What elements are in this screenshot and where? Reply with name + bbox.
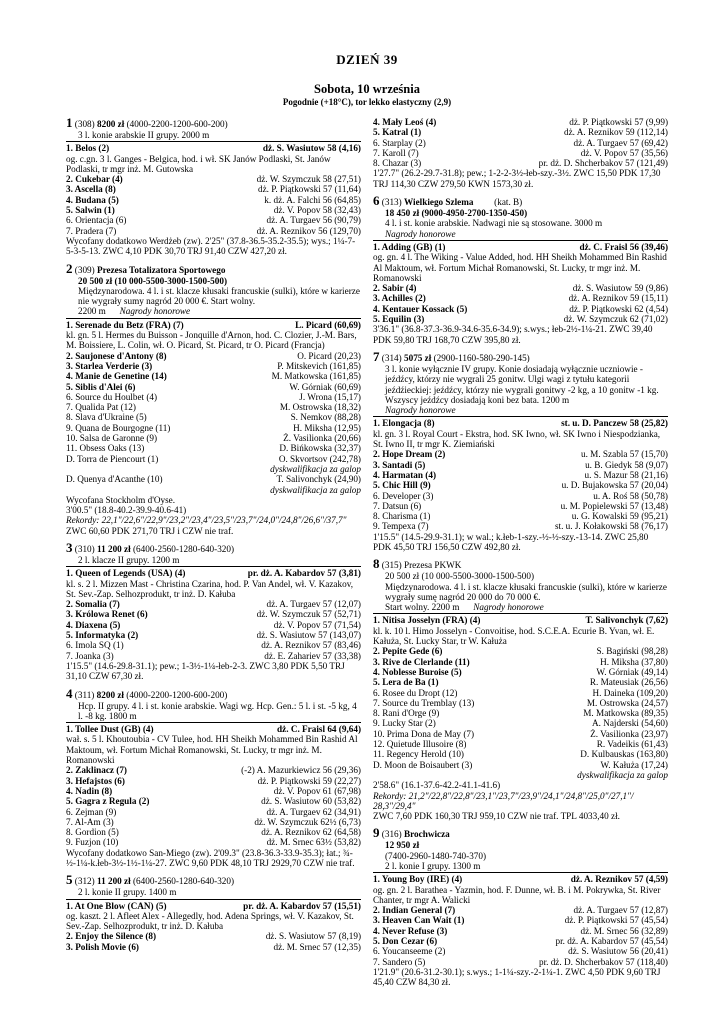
winner-line: 1. Belos (2) dż. S. Wasiutow 58 (4,16) [66, 143, 361, 154]
placing-row: 11. Regency Herold (10) D. Kulbauskas (163,80) [373, 749, 668, 760]
placing-row: 5. Katral (1) dż. A. Reznikov 59 (112,14) [373, 127, 668, 138]
race-conditions: 2 l. konie I grupy. 1300 m [385, 861, 481, 871]
race-title: 1 (308) 8200 zł (4000-2200-1200-600-200) [66, 115, 228, 130]
race-title: 4 (311) 8200 zł (4000-2200-1200-600-200) [66, 685, 228, 701]
placing-row: 3. Rive de Clerlande (11) H. Miksha (37,80) [373, 656, 668, 667]
race-5-continued [373, 117, 668, 189]
placing-row: 7. Pradera (7) dż. A. Reznikov 56 (129,70) [66, 225, 361, 236]
placing-row: 8. Charisma (1) u. G. Kowalski 59 (95,21) [373, 511, 668, 522]
placing-row: 7. Datsun (6) u. M. Popielewski 57 (13,48) [373, 500, 668, 511]
race-conditions: 3 l. konie wyłącznie IV grupy. Konie dosiadają wyłącznie uczniowie - jeźdźcy, którzy nie wygrali 25 gonitw. Ulgi wagi z tytułu kategorii jeźdźieckiej: jeźdźcy, którzy nie wygrali gonitwy -2 kg, a 10 gonitw -1 kg. Wszyscy jeźdźcy dosiadają koni bez bata. 1200 m [385, 363, 659, 405]
winner-info: kl. s. 2 l. Mizzen Mast - Christina Czarina, hod. P. Van Andel, wł. V. Kazakov, St. Sev.-Zap. Selhozprodukt, tr inż. D. Kałuba [66, 578, 353, 599]
placing-row: 5. Salwin (1) dż. V. Popov 58 (32,43) [66, 205, 361, 216]
race-prize-split: (7400-2960-1480-740-370) [385, 850, 487, 861]
placing-row: 8. Chazar (3) pr. dż. D. Shcherbakov 57 (121,49) [373, 158, 668, 169]
race-conditions: 2 l. klacze II grupy. 1200 m [78, 554, 180, 565]
race-title: 8 (315) Prezesa PKWK [373, 556, 462, 572]
placing-row: 4. Manie de Genetine (14) M. Matkowska (161,85) [66, 371, 361, 382]
placing-row: 3. Polish Movie (6) dż. M. Srnec 57 (12,35) [66, 941, 361, 952]
race-6 [373, 195, 668, 345]
placing-row: 2. Saujonese d'Antony (8) O. Picard (20,23) [66, 350, 361, 361]
placing-row: 2. Enjoy the Silence (8) dż. S. Wasiutow 57 (8,19) [66, 931, 361, 942]
winner-info: og. kaszt. 2 l. Afleet Alex - Allegedly, hod. Adena Springs, wł. V. Kazakov, St. Sev.-Zap. Selhozprodukt, tr inż. D. Kałuba [66, 910, 354, 932]
placing-row: 4. Kentauer Kossack (5) dż. P. Piątkowski 62 (4,54) [373, 303, 668, 314]
placing-row: 3. Hefajstos (6) dż. P. Piątkowski 59 (22,27) [66, 775, 361, 786]
placing-row: 5. Gagra z Regula (2) dż. S. Wasiutow 60 (53,82) [66, 796, 361, 807]
winner-line: 1. Young Boy (IRE) (4) dż. A. Reznikov 57 (4,59) [373, 874, 668, 885]
placing-row: 5. Lera de Ba (1) R. Mateusiak (26,56) [373, 677, 668, 688]
race-notes: 1'15.5" (14.6-29.8-31.1); pew.; 1-3½-1¼-łeb-2-3. ZWC 3,80 PDK 5,50 TRJ 31,10 CZW 67,30 zł. [66, 660, 345, 682]
day-heading: DZIEŃ 39 [336, 52, 398, 67]
race-notes: 1'15.5" (14.5-29.9-31.1); w wal.; k.łeb-1-szy.-½-½-szy.-13-14. ZWC 25,80 PDK 45,50 TRJ 156,50 CZW 492,80 zł. [373, 531, 649, 552]
placing-row: 3. Starlea Verderie (3) P. Mitskevich (161,85) [66, 360, 361, 371]
placing-row: 2. Zaklinacz (7) (-2) A. Mazurkiewicz 56 (29,36) [66, 765, 361, 776]
race-conditions: 2 l. konie II grupy. 1400 m [78, 887, 177, 898]
race-distance: 2200 m Nagrody honorowe [78, 306, 191, 317]
winner-line: 1. Elongacja (8) st. u. D. Panczew 58 (25,82) [373, 418, 668, 429]
placing-row: 5. Informatyka (2) dż. S. Wasiutow 57 (143,07) [66, 630, 361, 641]
placing-row: 6. Source du Houlbet (4) J. Wrona (15,17) [66, 391, 361, 402]
race-3 [66, 539, 361, 682]
race-payouts: ZWC 60,60 PDK 271,70 TRJ i CZW nie traf. [66, 525, 234, 536]
race-records: Rekordy: 21,2"/22,8"/22,8"/23,1"/23,7"/23,9"/24,1"/24,8"/25,0"/27,1"/ 28,3"/29,4" [373, 790, 634, 811]
race-notes: Wycofany dodatkowo San-Miego (zw). 2'09.3" (23.8-36.3-33.9-35.3); łat.; ¾-½-1¼-k.łeb-3½-1½-1¼-27. ZWC 9,60 PDK 48,10 TRJ 2929,70 CZW nie traf. [66, 847, 355, 868]
winner-line: 1. Nitisa Josselyn (FRA) (4) T. Salivonchyk (7,62) [373, 615, 668, 626]
race-title: 6 (313) Wielkiego Szlema (kat. B) [373, 193, 523, 209]
winner-line: 1. Serenade du Betz (FRA) (7) L. Picard (60,69) [66, 319, 361, 330]
placing-row: 5. Don Cezar (6) pr. dż. A. Kabardov 57 (45,54) [373, 936, 668, 947]
placing-row: 3. Królowa Renet (6) dż. W. Szymczuk 57 (52,71) [66, 609, 361, 620]
placing-row: 2. Cukebar (4) dż. W. Szymczuk 58 (27,51) [66, 174, 361, 185]
placing-row: 4. Never Refuse (3) dż. M. Srnec 56 (32,89) [373, 925, 668, 936]
placing-row: 3. Ascella (8) dż. P. Piątkowski 57 (11,64) [66, 184, 361, 195]
race-time: 3'00.5" (18.8-40.2-39.9-40.6-41) [66, 505, 187, 516]
race-notes: Wycofany dodatkowo Werdżeb (zw). 2'25" (37.8-36.5-35.2-35.5); wys.; 1¼-7-5-3-5-13. ZWC 4,10 PDK 30,70 TRJ 91,40 CZW 427,20 zł. [66, 235, 356, 257]
placing-row: 10. Salsa de Garonne (9) Ż. Vasilionka (20,66) [66, 433, 361, 444]
placing-row: 2. Pepite Gede (6) S. Bagiński (98,28) [373, 646, 668, 657]
race-records: Rekordy: 22,1"/22,6"/22,9"/23,2"/23,4"/23,5"/23,7"/24,0"/24,8"/26,6"/37,7" [66, 515, 347, 526]
placing-row: 2. Sabir (4) dż. S. Wasiutow 59 (9,86) [373, 283, 668, 294]
race-conditions: Międzynarodowa. 4 l. i st. klacze kłusaki francuskie (sulki), które w karierze nie wygrały sumy nagród 20 000 €. Start wolny. [78, 285, 360, 307]
placing-row: 4. Mały Leoś (4) dż. P. Piątkowski 57 (9,99) [373, 117, 668, 127]
right-column [373, 117, 668, 994]
winner-info: og. gn. 4 l. The Wiking - Value Added, hod. HH Sheikh Mohammed Bin Rashid Al Maktoum, wł. Fortum Michał Romanowski, St. Lucky, tr mgr inż. M. Romanowski [373, 252, 667, 283]
race-prize: 20 500 zł (10 000-5500-3000-1500-500) [385, 571, 535, 582]
placing-row: 4. Nadin (8) dż. V. Popov 61 (67,98) [66, 785, 361, 796]
winner-info: og. c.gn. 3 l. Ganges - Belgica, hod. i wł. SK Janów Podlaski, St. Janów Podlaski, tr mgr inż. M. Gutowska [66, 153, 331, 174]
disqualification-note: dyskwalifikacja za galop [577, 769, 668, 780]
honor-prizes: Nagrody honorowe [385, 405, 456, 416]
winner-info: og. gn. 2 l. Barathea - Yazmin, hod. F. Dunne, wł. B. i M. Pokrywka, St. River Chanter, tr mgr A. Walicki [373, 884, 661, 905]
race-prize: 12 950 zł [385, 840, 420, 851]
placing-row: 5. Equilin (3) dż. W. Szymczuk 62 (71,02) [373, 314, 668, 325]
race-notes: 3'36.1" (36.8-37.3-36.9-34.6-35.6-34.9); s.wys.; łeb-2½-1¼-21. ZWC 39,40 PDK 59,80 TRJ 168,70 CZW 395,80 zł. [373, 324, 653, 345]
race-notes: 1'21.9" (20.6-31.2-30.1); s.wys.; 1-1¼-szy.-2-1¼-1. ZWC 4,50 PDK 9,60 TRJ 45,40 CZW 84,30 zł. [373, 966, 661, 988]
placing-row: 11. Obsess Oaks (13) D. Bińkowska (32,37) [66, 443, 361, 454]
race-title: 5 (312) 11 200 zł (6400-2560-1280-640-320) [66, 872, 235, 888]
placing-row: 10. Prima Dona de May (7) Ż. Vasilionka (23,97) [373, 728, 668, 739]
placing-row: 6. Rosee du Dropt (12) H. Daineka (109,20) [373, 687, 668, 698]
placing-row: 12. Quietude Illusoire (8) R. Vadeikis (61,43) [373, 739, 668, 750]
placing-row: 2. Indian General (7) dż. A. Turgaev 57 (12,87) [373, 905, 668, 916]
placing-row: 7. Source du Tremblay (13) M. Ostrowska (24,57) [373, 697, 668, 708]
race-8 [373, 558, 668, 821]
race-conditions: Hcp. II grupy. 4 l. i st. konie arabskie. Wagi wg. Hcp. Gen.: 5 l. i st. -5 kg, 4 l. -8 kg. 1800 m [78, 700, 357, 721]
race-prize: 20 500 zł (10 000-5500-3000-1500-500) [78, 275, 228, 286]
placing-row: D. Torra de Piencourt (1) O. Skvortsov (242,78) [66, 453, 361, 464]
race-7 [373, 348, 668, 552]
placing-row: 4. Noblesse Buroise (5) W. Górniak (49,14) [373, 666, 668, 677]
placing-row: 6. Youcanseeme (2) dż. S. Wasiutow 56 (20,41) [373, 946, 668, 957]
winner-line: 1. At One Blow (CAN) (5) pr. dż. A. Kabardov 57 (15,51) [66, 900, 361, 911]
placing-row: 2. Somalia (7) dż. A. Turgaev 57 (12,07) [66, 599, 361, 610]
race-title: 9 (316) Brochwicza [373, 825, 450, 841]
placing-row: 5. Siblis d'Alei (6) W. Górniak (60,69) [66, 381, 361, 392]
placing-row: 6. Orientacja (6) dż. A. Turgaev 56 (90,79) [66, 215, 361, 226]
columns [66, 117, 668, 994]
placing-row: 7. Sandero (5) pr. dż. D. Shcherbakov 57 (118,40) [373, 956, 668, 967]
left-column [66, 117, 361, 994]
placing-row: 6. Zejman (9) dż. A. Turgaev 62 (34,91) [66, 806, 361, 817]
placing-row: 8. Gordion (5) dż. A. Reznikov 62 (64,58) [66, 827, 361, 838]
race-title: 7 (314) 5075 zł (2900-1160-580-290-145) [373, 348, 530, 364]
disqualification-note: dyskwalifikacja za galop [270, 484, 361, 495]
winner-info: wał. s. 5 l. Khoutoubia - CV Tulee, hod. HH Sheikh Mohammed Bin Rashid Al Maktoum, wł. Fortum Michał Romanowski, St. Lucky, tr mgr inż. M. Romanowski [66, 734, 358, 766]
placing-row: 3. Heaven Can Wait (1) dż. P. Piątkowski 57 (45,54) [373, 915, 668, 926]
placing-row: 4. Harmatan (4) u. S. Mazur 58 (21,16) [373, 469, 668, 480]
winner-line: 1. Queen of Legends (USA) (4) pr. dż. A. Kabardov 57 (3,81) [66, 568, 361, 579]
race-conditions: 3 l. konie arabskie II grupy. 2000 m [78, 130, 210, 140]
placing-row: 6. Starplay (2) dż. A. Turgaev 57 (69,42) [373, 137, 668, 148]
placing-row: 3. Achilles (2) dż. A. Reznikov 59 (15,11) [373, 293, 668, 304]
winner-line: 1. Tollee Dust (GB) (4) dż. C. Fraisl 64 (9,64) [66, 724, 361, 735]
placing-row: 9. Quana de Bourgogne (11) H. Miksha (12,95) [66, 422, 361, 433]
placing-row: 2. Hope Dream (2) u. M. Szabla 57 (15,70) [373, 449, 668, 460]
placing-row: 6. Developer (3) u. A. Roś 58 (50,78) [373, 490, 668, 501]
placing-row: 8. Rani d'Orge (9) M. Matkowska (89,35) [373, 708, 668, 719]
race-1 [66, 117, 361, 257]
date-heading: Sobota, 10 września [314, 82, 420, 96]
weather-line: Pogodnie (+18°C), tor lekko elastyczny (2,9) [282, 97, 452, 107]
placing-row: 4. Diaxena (5) dż. V. Popov 57 (71,54) [66, 619, 361, 630]
race-notes: Wycofana Stockholm d'Oyse. [66, 494, 176, 505]
race-conditions: Międzynarodowa. 4 l. i st. klacze kłusaki francuskie (sulki), które w karierze wygrały sumę nagród 20 000 do 70 000 €. [385, 581, 667, 602]
race-payouts: ZWC 7,60 PDK 160,30 TRJ 959,10 CZW nie traf. TPL 4033,40 zł. [373, 811, 620, 822]
placing-row: 7. Karoll (7) dż. V. Popov 57 (35,56) [373, 147, 668, 158]
placing-row: 6. Imola SQ (1) dż. A. Reznikov 57 (83,46) [66, 640, 361, 651]
race-time: 2'58.6" (16.1-37.6-42.2-41.1-41.6) [373, 780, 501, 791]
placing-row: 5. Chic Hill (9) u. D. Bujakowska 57 (20,04) [373, 480, 668, 491]
race-conditions: 4 l. i st. konie arabskie. Nadwagi nie są stosowane. 3000 m [385, 218, 603, 229]
race-distance: Start wolny. 2200 m Nagrody honorowe [385, 602, 544, 613]
winner-info: kl. gn. 3 l. Royal Court - Ekstra, hod. SK Iwno, wł. SK Iwno i Niespodzianka, St. Iwno II, tr mgr K. Ziemiański [373, 428, 661, 450]
placing-row: 8. Slava d'Ukraine (5) S. Nemkov (88,28) [66, 412, 361, 423]
placing-row: 7. Qualida Pat (12) M. Ostrowska (18,32) [66, 402, 361, 413]
placing-row: 7. Al-Am (3) dż. W. Szymczuk 62½ (6,73) [66, 816, 361, 827]
honor-prizes: Nagrody honorowe [385, 228, 456, 239]
winner-info: kl. k. 10 l. Himo Josselyn - Convoitise, hod. S.C.E.A. Ecurie B. Yvan, wł. E. Kałuża, St. Lucky Star, tr W. Kałuża [373, 625, 655, 647]
winner-line: 1. Adding (GB) (1) dż. C. Fraisl 56 (39,46) [373, 241, 668, 252]
placing-row: 9. Fuzjon (10) dż. M. Srnec 63½ (53,82) [66, 837, 361, 848]
placing-row: D. Moon de Boisaubert (3) W. Kałuża (17,24) [373, 759, 668, 770]
race-9 [373, 827, 668, 987]
race-title: 3 (310) 11 200 zł (6400-2560-1280-640-320) [66, 539, 235, 555]
placing-row: 9. Lucky Star (2) A. Najderski (54,60) [373, 718, 668, 729]
placing-row: 9. Tempexa (7) st. u. J. Kołakowski 58 (76,17) [373, 521, 668, 532]
placing-row: 4. Budana (5) k. dż. A. Falchi 56 (64,85) [66, 194, 361, 205]
race-notes: 1'27.7" (26.2-29.7-31.8); pew.; 1-2-2-3½-łeb-szy.-3½. ZWC 15,50 PDK 17,30 TRJ 114,30 CZW 279,50 KWN 1573,30 zł. [373, 168, 661, 189]
race-prize: 18 450 zł (9000-4950-2700-1350-450) [385, 208, 528, 219]
placing-row: 3. Santadi (5) u. B. Giedyk 58 (9,07) [373, 459, 668, 470]
placing-row: 7. Joanka (3) dż. E. Zahariev 57 (33,38) [66, 650, 361, 661]
winner-info: kl. gn. 5 l. Hermes du Buisson - Jonquille d'Arnon, hod. C. Clozier, J.-M. Bars, M. Boissiere, L. Colin, wł. O. Picard, St. Picard, tr O. Picard (Francja) [66, 330, 357, 351]
disqualification-note: dyskwalifikacja za galop [270, 463, 361, 474]
race-title: 2 (309) Prezesa Totalizatora Sportowego [66, 260, 226, 276]
race-2 [66, 260, 361, 536]
race-4 [66, 685, 361, 869]
race-5 [66, 874, 361, 952]
page-header [66, 52, 668, 107]
placing-row: D. Quenya d'Acanthe (10) T. Salivonchyk (24,90) [66, 474, 361, 485]
